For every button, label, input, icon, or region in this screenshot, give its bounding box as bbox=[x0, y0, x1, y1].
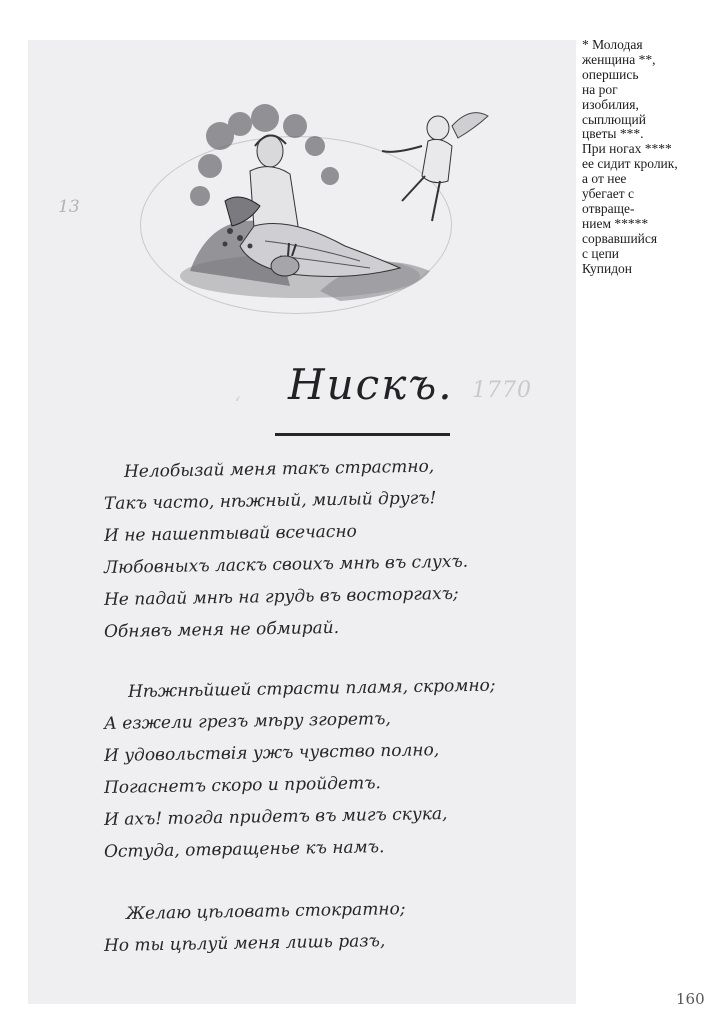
pencil-note: 1770 bbox=[472, 378, 532, 403]
margin-number: 13 bbox=[58, 197, 80, 217]
poem-line: И ахъ! тогда придетъ въ мигъ скука, bbox=[103, 804, 448, 830]
caption-line: изобилия, bbox=[582, 96, 639, 112]
poem-line: Обнявъ меня не обмирай. bbox=[103, 617, 340, 642]
caption-line: убегает с bbox=[582, 186, 635, 202]
poem-title: Нискъ. bbox=[288, 360, 454, 409]
caption-line: отвраще- bbox=[582, 200, 635, 216]
poem-line: И удовольствiя ужъ чувство полно, bbox=[103, 740, 440, 766]
caption-line: цветы ***. bbox=[582, 126, 644, 142]
poem-line: Но ты цѣлуй меня лишь разъ, bbox=[103, 931, 386, 956]
caption-line: * Молодая bbox=[582, 37, 643, 52]
faint-ink-mark: ‘ bbox=[228, 392, 241, 416]
title-underline bbox=[275, 433, 450, 436]
illustration-caption bbox=[582, 38, 710, 277]
caption-line: с цепи bbox=[582, 245, 620, 261]
poem-line: А езжели грезъ мѣру згоретъ, bbox=[103, 708, 391, 734]
caption-line: на рог bbox=[582, 81, 618, 97]
caption-line: опершись bbox=[582, 66, 639, 82]
poem-line: Желаю цѣловать стократно; bbox=[125, 899, 406, 924]
caption-line: Купидон bbox=[582, 260, 633, 276]
vignette-illustration bbox=[170, 96, 490, 306]
poem-line: Такъ часто, нѣжный, милый другъ! bbox=[103, 488, 437, 514]
poem-line: Нѣжнѣйшей страсти пламя, скромно; bbox=[127, 675, 496, 702]
poem-line: И не нашептывай всечасно bbox=[103, 521, 357, 546]
caption-line: а от нее bbox=[582, 171, 627, 187]
caption-line: сыплющий bbox=[582, 111, 646, 127]
caption-line: нием ***** bbox=[582, 215, 649, 231]
poem-line: Погаснетъ скоро и пройдетъ. bbox=[103, 773, 382, 798]
page-number: 160 bbox=[676, 990, 705, 1008]
caption-line: ее сидит кролик, bbox=[582, 156, 678, 172]
caption-line: женщина **, bbox=[582, 51, 656, 67]
poem-line: Нелобызай меня такъ страстно, bbox=[123, 456, 435, 482]
poem-line: Остуда, отвращенье къ намъ. bbox=[103, 837, 385, 862]
caption-line: сорвавшийся bbox=[582, 230, 658, 246]
poem-line: Любовныхъ ласкъ своихъ мнѣ въ слухъ. bbox=[103, 551, 469, 578]
poem-line: Не падай мнѣ на грудь въ восторгахъ; bbox=[103, 583, 459, 610]
caption-line: При ногах **** bbox=[582, 141, 672, 157]
